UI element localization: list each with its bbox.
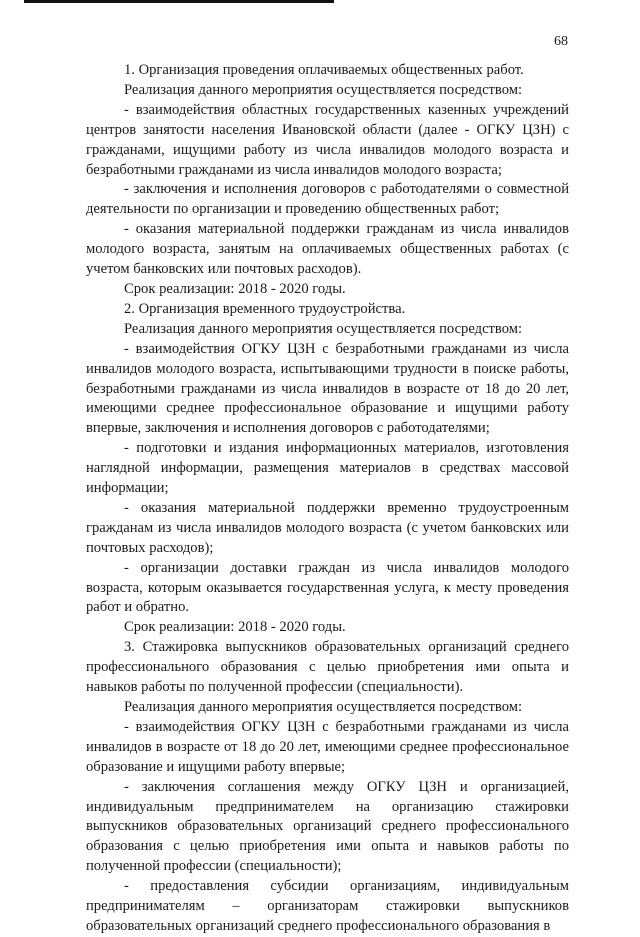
paragraph: - оказания материальной поддержки гражданам из числа инвалидов молодого возраста, занятым на оплачиваемых общественных работах (с учетом банковских или почтовых расходов). xyxy=(86,221,569,278)
paragraph: - подготовки и издания информационных материалов, изготовления наглядной информации, размещения материалов в средствах массовой информации; xyxy=(86,440,569,497)
paragraph: Реализация данного мероприятия осуществляется посредством: xyxy=(124,320,523,337)
paragraph: 1. Организация проведения оплачиваемых общественных работ. xyxy=(124,62,524,78)
paragraph: Реализация данного мероприятия осуществляется посредством: xyxy=(124,81,523,98)
paragraph: - взаимодействия ОГКУ ЦЗН с безработными гражданами из числа инвалидов молодого возраста, испытывающими трудности в поиске работы, безработными гражданами из числа инвалидов в возрасте от 18 до 20 лет, имеющими среднее профессиональное образование и ищущими работу впервые, заключения и исполнения договоров с работодателями; xyxy=(86,340,569,437)
paragraph: 3. Стажировка выпускников образовательных организаций среднего профессионального образования с целью приобретения ими опыта и навыков работы по полученной профессии (специальности). xyxy=(86,639,569,696)
paragraph: Реализация данного мероприятия осуществляется посредством: xyxy=(124,699,523,715)
paragraph: Срок реализации: 2018 - 2020 годы. xyxy=(124,280,346,297)
paragraph: - организации доставки граждан из числа инвалидов молодого возраста, которым оказывается государственная услуга, к месту проведения работ и обратно. xyxy=(86,559,569,616)
top-rule xyxy=(24,0,334,3)
paragraph: - оказания материальной поддержки временно трудоустроенным гражданам из числа инвалидов молодого возраста (с учетом банковских или почтовых расходов); xyxy=(86,499,569,556)
paragraph: - взаимодействия ОГКУ ЦЗН с безработными гражданами из числа инвалидов в возрасте от 18 до 20 лет, имеющими среднее профессиональное образование и ищущими работу впервые; xyxy=(86,718,569,775)
paragraph: - заключения и исполнения договоров с работодателями о совместной деятельности по организации и проведению общественных работ; xyxy=(86,181,569,218)
paragraph: Срок реализации: 2018 - 2020 годы. xyxy=(124,619,346,636)
paragraph: - предоставления субсидии организациям, индивидуальным предпринимателям – организаторам стажировки выпускников образовательных организаций среднего профессионального образования в xyxy=(86,878,569,934)
paragraph: - взаимодействия областных государственных казенных учреждений центров занятости населения Ивановской области (далее - ОГКУ ЦЗН) с гражданами, ищущими работу из числа инвалидов молодого возраста и безработными гражданами из числа инвалидов молодого возраста; xyxy=(86,101,569,178)
paragraph: 2. Организация временного трудоустройства. xyxy=(124,300,406,317)
paragraph: - заключения соглашения между ОГКУ ЦЗН и организацией, индивидуальным предпринимателем на организацию стажировки выпускников образовательных организаций среднего профессионального образования с целью приобретения ими опыта и навыков работы по полученной профессии (специальности); xyxy=(86,778,569,875)
page-number: 68 xyxy=(554,34,568,49)
document-body xyxy=(86,61,569,937)
